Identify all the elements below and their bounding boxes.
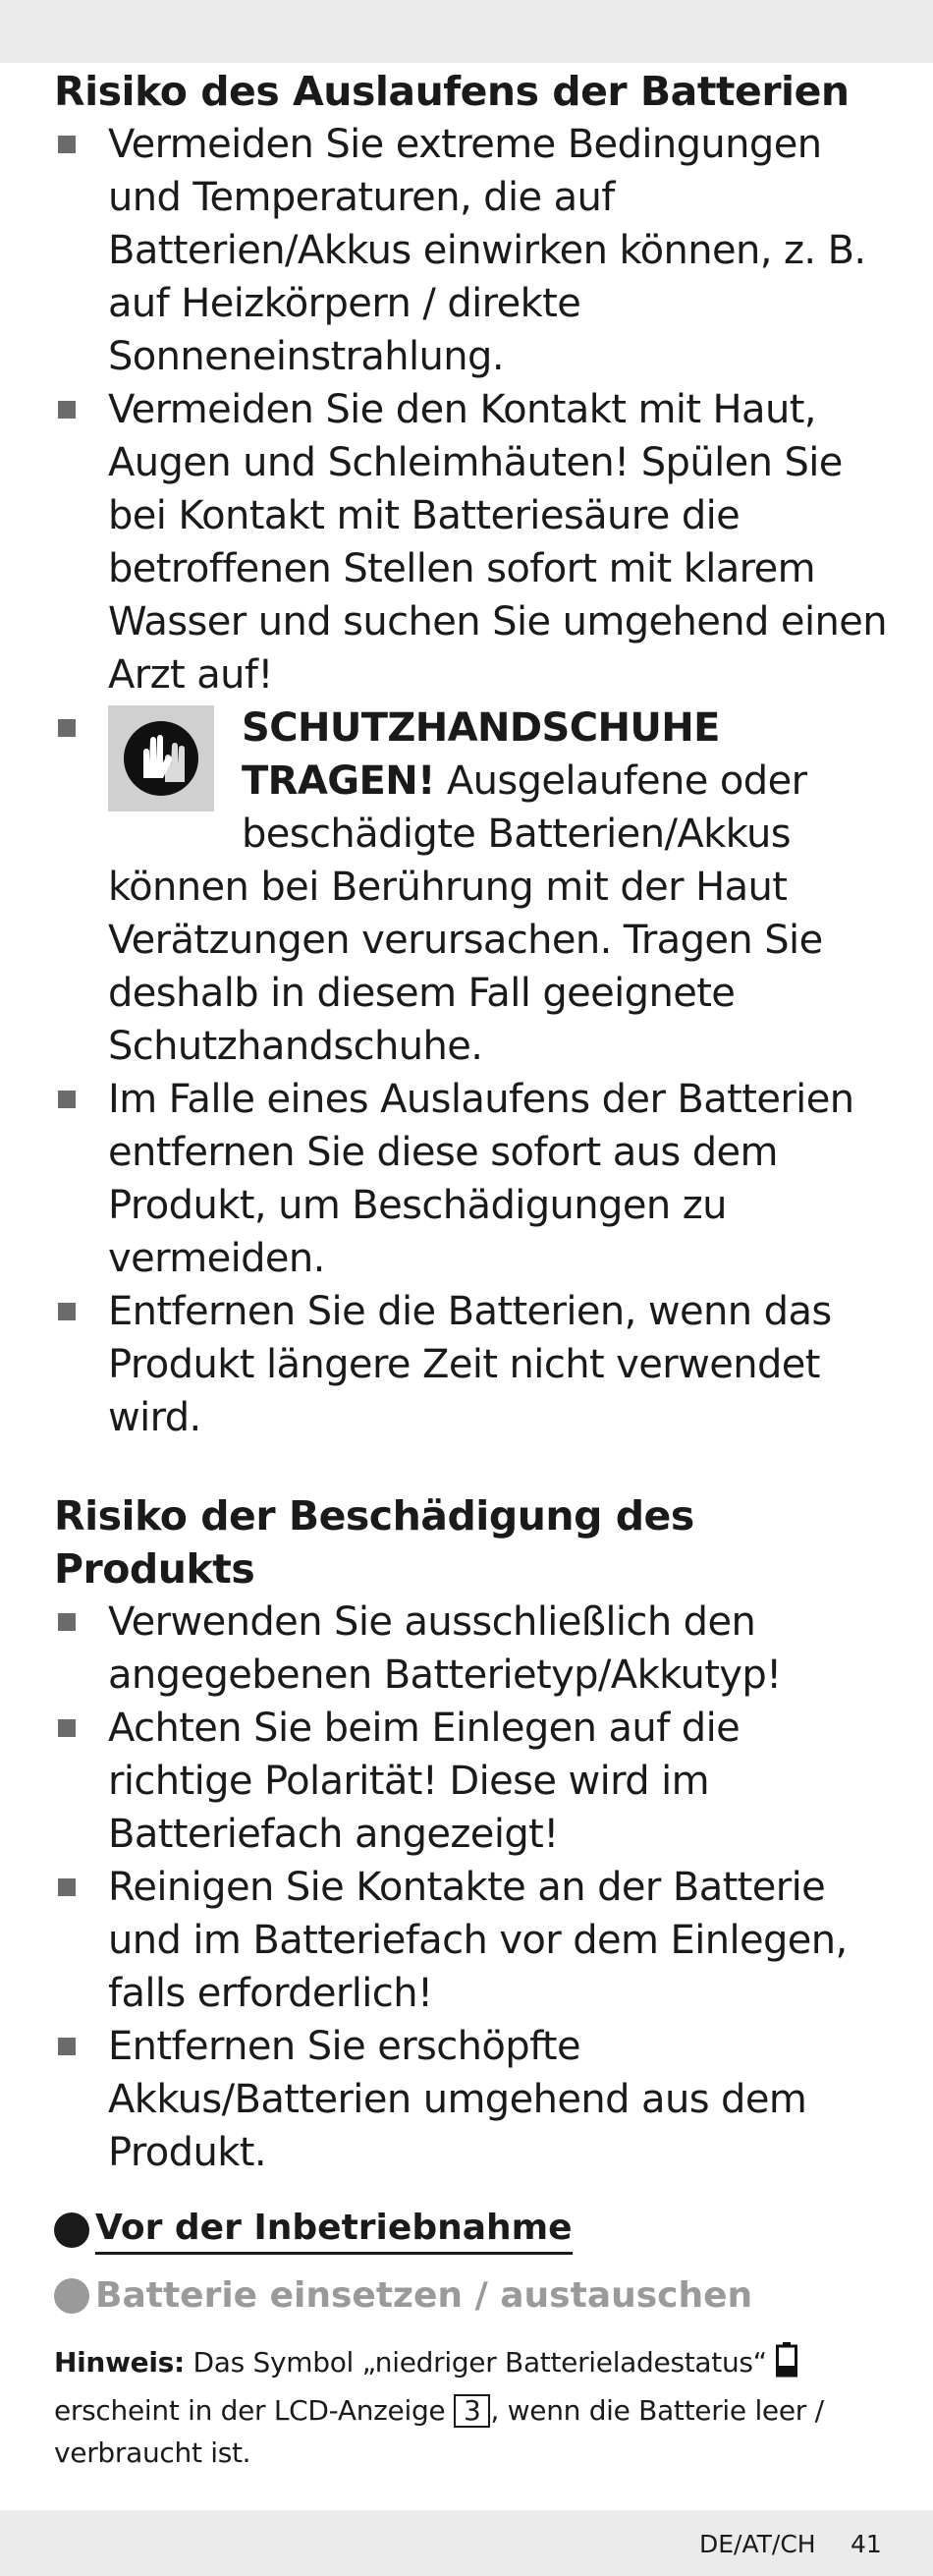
grey-dot-icon [54,2278,89,2314]
leakage-list [54,118,889,1444]
square-bullet-icon [58,1719,76,1737]
footer-region: DE/AT/CH [699,2530,816,2558]
low-battery-icon [776,2342,797,2389]
square-bullet-icon [58,136,76,153]
damage-list [54,1596,889,2179]
list-item: Vermeiden Sie extreme Bedingungen und Temperaturen, die auf Batterien/Akkus einwirken können, z. B. auf Heizkörpern / direkte Sonneneinstrahlung. [54,118,889,383]
square-bullet-icon [58,2038,76,2055]
square-bullet-icon [58,1878,76,1896]
section-heading-damage: Risiko der Beschädigung des Produkts [54,1492,694,1593]
list-item: Verwenden Sie ausschließlich den angegebenen Batterietyp/Akkutyp! [54,1596,889,1702]
page-number: 41 [851,2530,882,2558]
display-reference-number: 3 [454,2394,491,2428]
battery-insert-heading: Batterie einsetzen / austauschen [54,2272,889,2320]
note-paragraph: Hinweis: Das Symbol „niedriger Batterieladestatus“ erscheint in der LCD-Anzeige 3 , wenn die Batterie leer / verbraucht ist. [54,2341,889,2474]
list-item: Entfernen Sie erschöpfte Akkus/Batterien umgehend aus dem Produkt. [54,2020,889,2179]
square-bullet-icon [58,1091,76,1108]
black-dot-icon [54,2212,89,2248]
list-item: Achten Sie beim Einlegen auf die richtige Polarität! Diese wird im Batteriefach angezeigt! [54,1702,889,1861]
before-use-heading: Vor der Inbetriebnahme [54,2205,889,2255]
square-bullet-icon [58,1613,76,1631]
list-item: Entfernen Sie die Batterien, wenn das Produkt längere Zeit nicht verwendet wird. [54,1285,889,1444]
list-item: Im Falle eines Auslaufens der Batterien entfernen Sie diese sofort aus dem Produkt, um Beschädigungen zu vermeiden. [54,1073,889,1285]
square-bullet-icon [58,1303,76,1320]
section-heading-leakage: Risiko des Auslaufens der Batterien [54,68,850,115]
square-bullet-icon [58,719,76,737]
list-item: Reinigen Sie Kontakte an der Batterie und im Batteriefach vor dem Einlegen, falls erforderlich! [54,1861,889,2020]
square-bullet-icon [58,401,76,419]
list-item-gloves: SCHUTZHANDSCHUHE TRAGEN! Ausgelaufene oder beschädigte Batterien/Akkus können bei Berührung mit der Haut Verätzungen verursachen. Tragen Sie deshalb in diesem Fall geeignete Schutzhandschuhe. [54,701,889,1073]
page-content [54,65,889,2474]
top-band [0,0,933,63]
list-item: Vermeiden Sie den Kontakt mit Haut, Augen und Schleimhäuten! Spülen Sie bei Kontakt mit Batteriesäure die betroffenen Stellen sofort mit klarem Wasser und suchen Sie umgehend einen Arzt auf! [54,383,889,701]
protective-gloves-icon [108,705,214,812]
